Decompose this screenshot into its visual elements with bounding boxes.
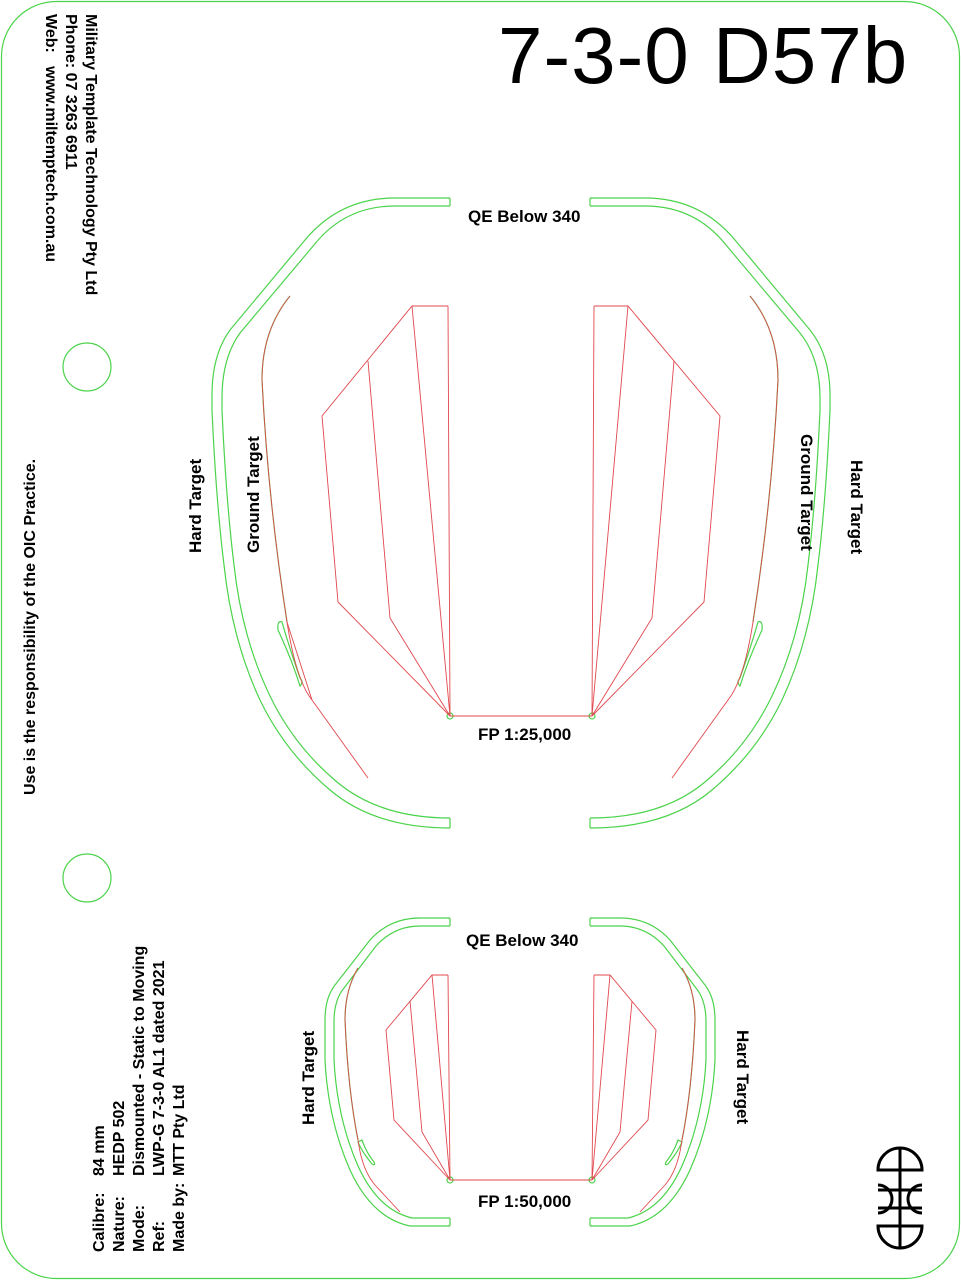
spec-row-made-by bbox=[170, 946, 190, 1252]
page-title: 7-3-0 D57b bbox=[498, 11, 909, 100]
upper-ground-target-left: Ground Target bbox=[244, 436, 263, 553]
spec-row-ref bbox=[150, 946, 170, 1252]
spec-row-calibre bbox=[90, 946, 110, 1252]
specs-block bbox=[90, 946, 190, 1252]
phone-value: 07 3263 6911 bbox=[62, 72, 79, 170]
mtt-logo bbox=[878, 1148, 922, 1248]
upper-ground-target-right: Ground Target bbox=[797, 434, 816, 551]
disclaimer: Use is the responsibility of the OIC Practice. bbox=[22, 458, 39, 795]
upper-hard-target-left: Hard Target bbox=[186, 458, 205, 553]
spec-row-nature bbox=[110, 946, 130, 1252]
lower-qe-label: QE Below 340 bbox=[466, 931, 579, 950]
lower-hard-target-right: Hard Target bbox=[733, 1030, 752, 1125]
upper-hard-target-right: Hard Target bbox=[847, 460, 866, 555]
spec-row-mode bbox=[130, 946, 150, 1252]
upper-qe-label: QE Below 340 bbox=[468, 207, 581, 226]
company-name: Military Template Technology Pty Ltd bbox=[82, 14, 99, 296]
upper-fp-label: FP 1:25,000 bbox=[478, 725, 572, 744]
spec-value: HEDP 502 bbox=[111, 1100, 128, 1176]
lower-hard-target-left: Hard Target bbox=[299, 1030, 318, 1125]
spec-key: Mode: bbox=[131, 1204, 148, 1252]
lower-template-red-lines bbox=[345, 968, 695, 1212]
phone-label: Phone: bbox=[62, 14, 79, 69]
spec-value: 84 mm bbox=[91, 1125, 108, 1176]
company-info bbox=[40, 14, 100, 295]
upper-template-red-lines bbox=[262, 296, 778, 778]
spec-value: LWP-G 7-3-0 AL1 dated 2021 bbox=[151, 960, 168, 1176]
spec-key: Nature: bbox=[111, 1195, 128, 1252]
spec-key: Ref: bbox=[151, 1220, 168, 1252]
web-value: www.miltemptech.com.au bbox=[42, 66, 59, 263]
spec-key: Made by: bbox=[171, 1182, 188, 1252]
web-label: Web: bbox=[42, 14, 59, 53]
company-phone bbox=[60, 14, 80, 295]
spec-value: Dismounted - Static to Moving bbox=[131, 945, 148, 1176]
spec-key: Calibre: bbox=[91, 1192, 108, 1252]
punch-hole-top bbox=[63, 343, 111, 391]
lower-fp-label: FP 1:50,000 bbox=[478, 1192, 572, 1211]
company-web bbox=[40, 14, 60, 295]
spec-value: MTT Pty Ltd bbox=[171, 1084, 188, 1176]
punch-hole-bottom bbox=[63, 854, 111, 902]
